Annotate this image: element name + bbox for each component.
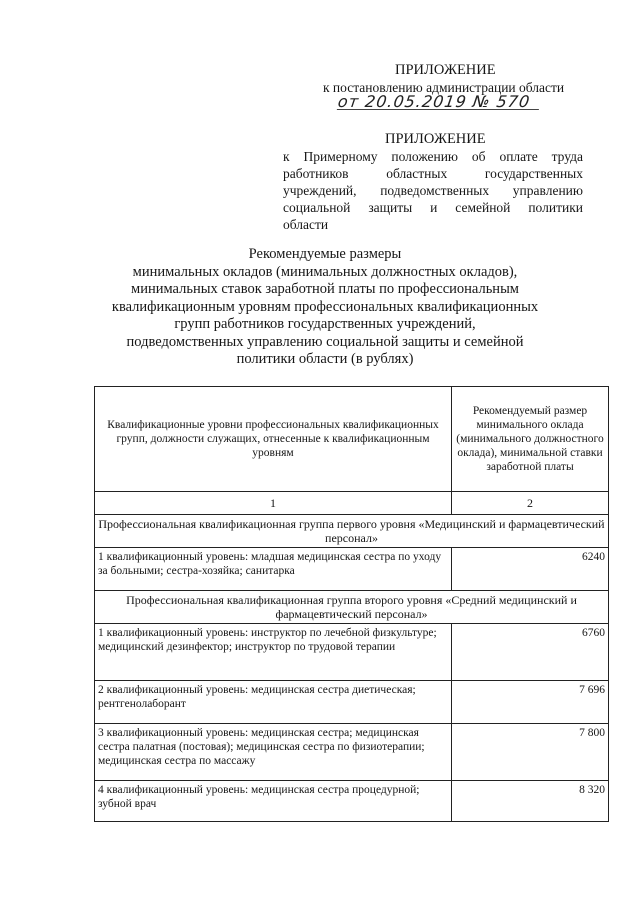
handwritten-text: от 20.05.2019 № 570: [336, 92, 532, 111]
qualification-level-cell: 2 квалификационный уровень: медицинская сестра диетическая; рентгенолаборант: [95, 681, 452, 724]
column-number-1: 1: [95, 492, 452, 515]
salary-value-cell: 7 696: [452, 681, 609, 724]
qualification-level-cell: 1 квалификационный уровень: инструктор по лечебной физкультуре; медицинский дезинфектор; инструктор по трудовой терапии: [95, 624, 452, 681]
appendix-title: ПРИЛОЖЕНИЕ: [395, 62, 496, 78]
salary-value-cell: 7 800: [452, 724, 609, 781]
column-number-2: 2: [452, 492, 609, 515]
table-number-row: [95, 492, 609, 515]
heading-line: групп работников государственных учреждений,: [174, 316, 476, 332]
appendix-line: социальной защиты и семейной политики: [283, 200, 583, 215]
heading-line: подведомственных управлению социальной защиты и семейной: [126, 333, 524, 350]
handwritten-underline: [337, 109, 539, 110]
salary-value-cell: 6760: [452, 624, 609, 681]
appendix-second-body: [283, 148, 583, 233]
appendix-subtitle: к постановлению администрации области: [323, 80, 565, 95]
handwritten-date-number: [337, 92, 532, 111]
table-group-row: [95, 591, 609, 624]
heading-line: Рекомендуемые размеры: [248, 246, 402, 262]
heading-line: минимальных ставок заработной платы по профессиональным: [131, 281, 519, 297]
appendix-second-title: ПРИЛОЖЕНИЕ: [385, 131, 486, 147]
qualification-level-cell: 1 квалификационный уровень: младшая медицинская сестра по уходу за больными; сестра-хозяйка; санитарка: [95, 548, 452, 591]
header-cell-salary: Рекомендуемый размер минимального оклада (минимального должностного оклада), минимальной ставки заработной платы: [452, 387, 609, 492]
salary-value-cell: 8 320: [452, 781, 609, 822]
header-cell-levels: Квалификационные уровни профессиональных квалификационных групп, должности служащих, отнесенные к квалификационным уровням: [95, 387, 452, 492]
heading-line: политики области (в рублях): [236, 351, 414, 367]
appendix-line: работников областных государственных: [283, 166, 583, 181]
group-heading: Профессиональная квалификационная группа первого уровня «Медицинский и фармацевтический персонал»: [95, 515, 609, 548]
table-row: [95, 548, 609, 591]
table-header-row: [95, 387, 609, 492]
heading-line: минимальных окладов (минимальных должностных окладов),: [132, 263, 518, 280]
appendix-line: учреждений, подведомственных управлению: [283, 183, 583, 198]
appendix-line: области: [283, 217, 329, 232]
heading-line: квалификационным уровням профессиональных квалификационных: [111, 298, 539, 315]
table-group-row: [95, 515, 609, 548]
group-heading: Профессиональная квалификационная группа второго уровня «Средний медицинский и фармацевтический персонал»: [95, 591, 609, 624]
appendix-line: к Примерному положению об оплате труда: [283, 149, 583, 164]
document-heading: [100, 246, 550, 369]
table-row: [95, 781, 609, 822]
salary-value-cell: 6240: [452, 548, 609, 591]
table-row: [95, 624, 609, 681]
table-row: [95, 681, 609, 724]
qualification-level-cell: 3 квалификационный уровень: медицинская сестра; медицинская сестра палатная (постовая); медицинская сестра по физиотерапии; медицинская сестра по массажу: [95, 724, 452, 781]
qualification-level-cell: 4 квалификационный уровень: медицинская сестра процедурной; зубной врач: [95, 781, 452, 822]
salary-table: [94, 386, 609, 822]
table-row: [95, 724, 609, 781]
